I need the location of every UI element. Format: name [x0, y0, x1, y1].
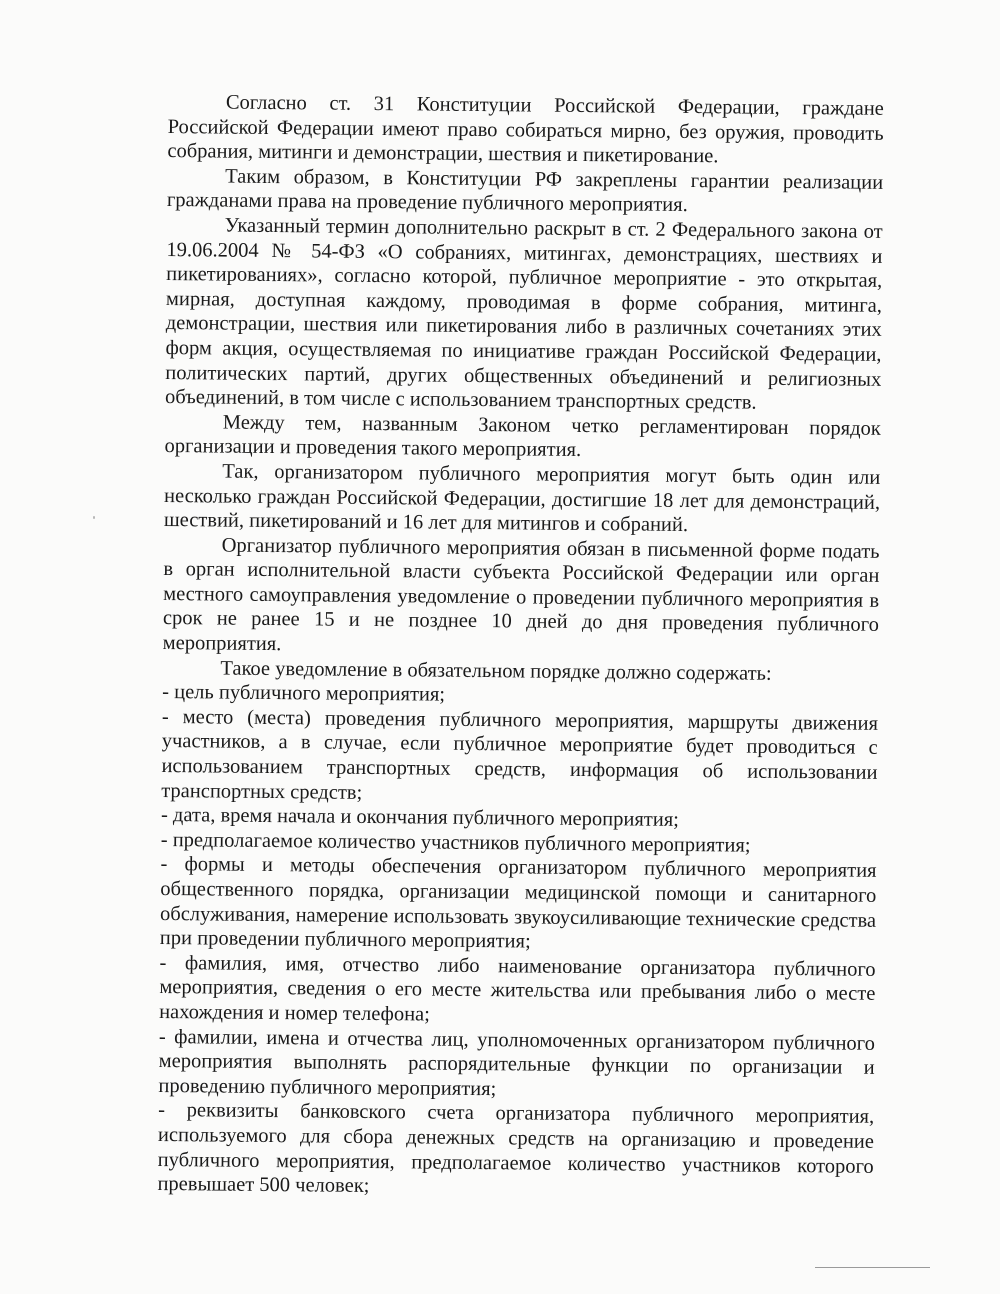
list-item: - фамилии, имена и отчества лиц, уполномоченных организатором публичного мероприятия выполнять распорядительные функции по организации и проведению публичного мероприятия;	[158, 1025, 875, 1100]
paragraph-procedure-regulation: Между тем, названным Законом четко регламентирован порядок организации и проведения такого мероприятия.	[164, 411, 881, 462]
list-item: - дата, время начала и окончания публичного мероприятия;	[160, 804, 679, 832]
scan-footer-line	[815, 1267, 930, 1268]
document-body	[157, 90, 884, 1204]
list-item: - фамилия, имя, отчество либо наименование организатора публичного мероприятия, сведения о его месте жительства или пребывания либо о месте нахождения и номер телефона;	[159, 951, 876, 1026]
paragraph-notification-obligation: Организатор публичного мероприятия обязан в письменной форме подать в орган исполнительной власти субъекта Российской Федерации или орган местного самоуправления уведомление о проведении публичного мероприятия в срок не ранее 15 и не позднее 10 дней до дня проведения публичного мероприятия.	[162, 534, 880, 656]
list-item: - место (места) проведения публичного мероприятия, маршруты движения участников, а в случае, если публичное мероприятие будет проводиться с использованием транспортных средств, информация об использовании транспортных средств;	[161, 705, 879, 804]
list-item: - формы и методы обеспечения организатором публичного мероприятия общественного порядка, организации медицинской помощи и санитарного обслуживания, намерение использовать звукоусиливающие технические средства при проведении публичного мероприятия;	[159, 853, 877, 953]
paragraph-organizer-eligibility: Так, организатором публичного мероприятия могут быть один или несколько граждан Российской Федерации, достигшие 18 лет для демонстраций, шествий, пикетирований и 16 лет для митингов и собраний.	[163, 460, 881, 537]
paragraph-federal-law-definition: Указанный термин дополнительно раскрыт в ст. 2 Федерального закона от 19.06.2004 № 54-ФЗ «О собраниях, митингах, демонстрациях, шествиях и пикетированиях», согласно которой, публичное мероприятие - это открытая, мирная, доступная каждому, проводимая в форме собрания, митинга, демонстрации, шествия или пикетирования либо в различных сочетаниях этих форм акция, осуществляемая по инициативе граждан Российской Федерации, политических партий, других общественных объединений и религиозных объединений, в том числе с использованием транспортных средств.	[164, 214, 883, 414]
list-item: - предполагаемое количество участников публичного мероприятия;	[160, 828, 751, 857]
paragraph-constitution-guarantees: Таким образом, в Конституции РФ закреплены гарантии реализации гражданами права на проведение публичного мероприятия.	[166, 165, 884, 217]
paragraph-constitution-article-31: Согласно ст. 31 Конституции Российской Федерации, граждане Российской Федерации имеют право собираться мирно, без оружия, проводить собрания, митинги и демонстрации, шествия и пикетирование.	[167, 91, 884, 168]
scan-speck	[93, 516, 95, 519]
list-item: - реквизиты банковского счета организатора публичного мероприятия, используемого для сбора денежных средств на организацию и проведение публичного мероприятия, предполагаемое количество участников которого превышает 500 человек;	[157, 1099, 875, 1198]
list-item: - цель публичного мероприятия;	[162, 681, 446, 706]
paragraph-notification-contents-intro: Такое уведомление в обязательном порядке должно содержать:	[220, 657, 772, 685]
